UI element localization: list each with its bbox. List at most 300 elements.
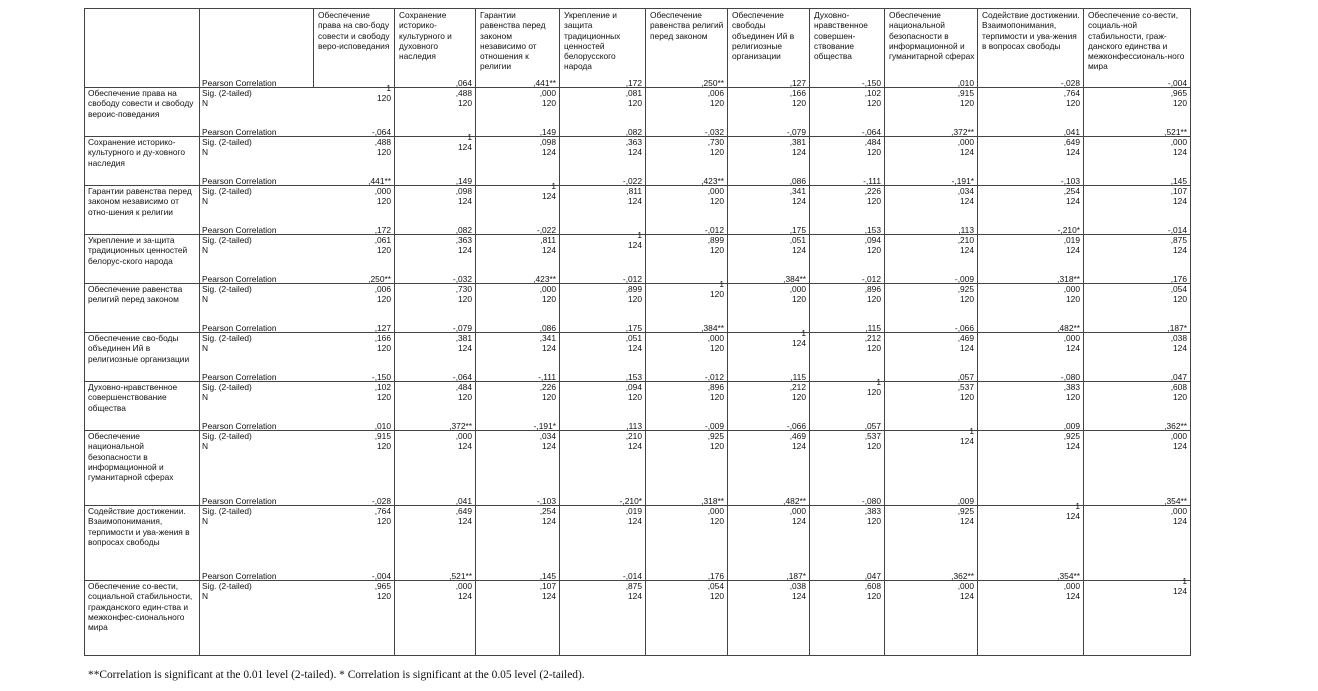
correlation-value: ,153: [864, 224, 881, 235]
sample-size-value: 124: [458, 516, 472, 527]
stat-label: N: [202, 516, 209, 527]
significance-value: ,000: [455, 431, 472, 441]
correlation-value: -,028: [371, 495, 391, 506]
row-header: [85, 333, 200, 382]
significance-value: ,098: [455, 186, 472, 196]
significance-value: ,107: [539, 581, 556, 591]
correlation-value: ,082: [625, 126, 642, 137]
correlation-value: 1: [551, 180, 556, 191]
sample-size-value: 124: [792, 591, 806, 602]
correlation-value: -,191*: [951, 175, 974, 186]
sample-size-value: 124: [542, 441, 556, 452]
sample-size-value: 120: [377, 343, 391, 354]
sample-size-value: 120: [710, 441, 724, 452]
sample-size-value: 120: [710, 196, 724, 207]
correlation-cell: [1084, 495, 1191, 581]
correlation-value: ,057: [957, 371, 974, 382]
significance-value: ,054: [707, 581, 724, 591]
correlation-value: -,079: [452, 322, 472, 333]
sample-size-value: 124: [628, 591, 642, 602]
correlation-value: -,191*: [533, 420, 556, 431]
correlation-cell: [885, 570, 978, 656]
sample-size-value: 124: [960, 196, 974, 207]
significance-value: ,000: [1063, 284, 1080, 294]
sample-size-value: 120: [710, 289, 724, 300]
significance-value: ,000: [707, 333, 724, 343]
significance-value: ,054: [1170, 284, 1187, 294]
significance-value: ,764: [1063, 88, 1080, 98]
sample-size-value: 120: [710, 516, 724, 527]
correlation-value: -,064: [861, 126, 881, 137]
sample-size-value: 120: [1066, 294, 1080, 305]
sample-size-value: 120: [710, 591, 724, 602]
correlation-cell: [314, 495, 395, 581]
sample-size-value: 124: [792, 516, 806, 527]
correlation-cell: [314, 570, 395, 656]
sample-size-value: 124: [542, 191, 556, 202]
significance-value: ,034: [539, 431, 556, 441]
row-header-label: Сохранение историко-культурного и ду-ховного наследия: [88, 137, 186, 168]
sample-size-value: 124: [542, 591, 556, 602]
significance-value: ,899: [707, 235, 724, 245]
stat-label: Pearson Correlation: [202, 175, 277, 186]
sample-size-value: 120: [458, 392, 472, 403]
correlation-value: ,441**: [368, 175, 391, 186]
row-header: [85, 235, 200, 284]
sample-size-value: 124: [1173, 196, 1187, 207]
significance-value: ,000: [1063, 333, 1080, 343]
row-header: [85, 506, 200, 581]
stat-label: Sig. (2-tailed): [202, 235, 252, 245]
sample-size-value: 120: [628, 98, 642, 109]
correlation-cell: [476, 420, 560, 506]
significance-value: ,608: [1170, 382, 1187, 392]
significance-value: ,488: [374, 137, 391, 147]
significance-value: ,107: [1170, 186, 1187, 196]
correlation-value: ,041: [1063, 126, 1080, 137]
sample-size-value: 124: [628, 240, 642, 251]
corner-cell: [85, 9, 200, 88]
footnote: **Correlation is significant at the 0.01 level (2-tailed). * Correlation is significant at the 0.05 level (2-tailed).: [88, 669, 585, 681]
column-header: Гарантии равенства перед законом независимо от отношения к религии: [476, 9, 560, 88]
sample-size-value: 120: [1173, 294, 1187, 305]
correlation-value: ,010: [957, 77, 974, 88]
correlation-cell: [476, 570, 560, 656]
column-header: Обеспечение свободы объединен Ий в религиозные организации: [728, 9, 810, 88]
sample-size-value: 124: [458, 142, 472, 153]
stat-label: N: [202, 245, 209, 256]
correlation-value: ,047: [1170, 371, 1187, 382]
sample-size-value: 124: [1066, 147, 1080, 158]
sample-size-value: 124: [960, 147, 974, 158]
stat-label: N: [202, 294, 209, 305]
sample-size-value: 124: [628, 516, 642, 527]
stat-label: Pearson Correlation: [202, 570, 277, 581]
correlation-value: ,250**: [368, 273, 391, 284]
significance-value: ,811: [540, 235, 556, 245]
sample-size-value: 120: [867, 147, 881, 158]
correlation-cell: [314, 420, 395, 506]
stat-label: Pearson Correlation: [202, 420, 277, 431]
sample-size-value: 120: [377, 294, 391, 305]
correlation-value: -,022: [622, 175, 642, 186]
stat-label: Sig. (2-tailed): [202, 431, 252, 441]
correlation-cell: [646, 570, 728, 656]
sample-size-value: 120: [1173, 98, 1187, 109]
correlation-value: ,115: [865, 322, 881, 333]
correlation-value: 1: [1075, 500, 1080, 511]
correlation-value: -,079: [786, 126, 806, 137]
correlation-value: -,032: [704, 126, 724, 137]
significance-value: ,383: [864, 506, 881, 516]
significance-value: ,381: [455, 333, 472, 343]
correlation-value: ,521**: [449, 570, 472, 581]
significance-value: ,210: [625, 431, 642, 441]
correlation-value: 1: [1182, 575, 1187, 586]
correlation-table: [84, 8, 1191, 656]
correlation-cell: [885, 425, 978, 506]
sample-size-value: 120: [710, 392, 724, 403]
correlation-cell: [810, 322, 885, 382]
sample-size-value: 124: [792, 196, 806, 207]
significance-value: ,899: [625, 284, 642, 294]
significance-value: ,098: [539, 137, 556, 147]
significance-value: ,341: [789, 186, 806, 196]
significance-value: ,051: [789, 235, 806, 245]
significance-value: ,649: [1063, 137, 1080, 147]
correlation-value: -,028: [1060, 77, 1080, 88]
stat-label: N: [202, 392, 209, 403]
significance-value: ,915: [957, 88, 974, 98]
correlation-value: ,113: [626, 420, 642, 431]
correlation-value: ,149: [455, 175, 472, 186]
significance-value: ,537: [957, 382, 974, 392]
sample-size-value: 124: [458, 441, 472, 452]
significance-value: ,608: [864, 581, 881, 591]
correlation-value: 1: [467, 131, 472, 142]
sample-size-value: 124: [792, 338, 806, 349]
correlation-value: ,010: [374, 420, 391, 431]
correlation-value: -,064: [371, 126, 391, 137]
significance-value: ,210: [957, 235, 974, 245]
significance-value: ,254: [1063, 186, 1080, 196]
significance-value: ,484: [864, 137, 881, 147]
row-header-label: Обеспечение национальной безопасности в информационной и гуманитарной сферах: [88, 431, 174, 483]
correlation-cell: [978, 500, 1084, 581]
row-header-label: Духовно-нравственное совершенствование общества: [88, 382, 178, 413]
significance-value: ,896: [707, 382, 724, 392]
sample-size-value: 120: [867, 98, 881, 109]
column-header: Обеспечение равенства религий перед законом: [646, 9, 728, 88]
significance-value: ,000: [957, 137, 974, 147]
correlation-value: -,009: [704, 420, 724, 431]
row-header-label: Обеспечение равенства религий перед законом: [88, 284, 183, 305]
correlation-value: -,103: [1060, 175, 1080, 186]
correlation-cell: [560, 570, 646, 656]
significance-value: ,166: [789, 88, 806, 98]
sample-size-value: 120: [792, 392, 806, 403]
column-header: Содействие достижении. Взаимопонимания, терпимости и ува-жения в вопросах свободы: [978, 9, 1084, 88]
sample-size-value: 120: [867, 591, 881, 602]
stat-label: Sig. (2-tailed): [202, 186, 252, 196]
correlation-value: ,362**: [951, 570, 974, 581]
sample-size-value: 124: [1173, 147, 1187, 158]
significance-value: ,341: [539, 333, 556, 343]
sample-size-value: 124: [1066, 511, 1080, 522]
sample-size-value: 120: [377, 147, 391, 158]
sample-size-value: 124: [1173, 516, 1187, 527]
correlation-value: ,482**: [1057, 322, 1080, 333]
significance-value: ,925: [1063, 431, 1080, 441]
correlation-cell: [885, 371, 978, 431]
sample-size-value: 120: [542, 294, 556, 305]
correlation-cell: [395, 495, 476, 581]
stat-label: N: [202, 98, 209, 109]
correlation-value: 1: [637, 229, 642, 240]
correlation-value: ,372**: [449, 420, 472, 431]
correlation-value: ,064: [455, 77, 472, 88]
correlation-value: ,384**: [701, 322, 724, 333]
correlation-value: -,066: [786, 420, 806, 431]
significance-value: ,000: [789, 284, 806, 294]
correlation-value: -,210*: [619, 495, 642, 506]
correlation-value: ,441**: [533, 77, 556, 88]
sample-size-value: 124: [458, 245, 472, 256]
correlation-value: -,022: [536, 224, 556, 235]
row-header-label: Обеспечение сво-боды объединен Ий в религиозные организации: [88, 333, 190, 364]
stat-label: N: [202, 591, 209, 602]
stat-label: N: [202, 196, 209, 207]
correlation-value: -,009: [954, 273, 974, 284]
correlation-value: -,004: [371, 570, 391, 581]
correlation-value: ,127: [374, 322, 391, 333]
correlation-value: 1: [719, 278, 724, 289]
sample-size-value: 120: [960, 294, 974, 305]
stat-label: N: [202, 343, 209, 354]
stat-label: Pearson Correlation: [202, 322, 277, 333]
correlation-value: ,145: [1170, 175, 1187, 186]
significance-value: ,730: [707, 137, 724, 147]
column-header: Обеспечение права на сво-боду совести и свободу веро-исповедания: [314, 9, 395, 88]
stat-label: Pearson Correlation: [202, 126, 277, 137]
correlation-cell: [728, 273, 810, 333]
correlation-value: ,175: [625, 322, 642, 333]
sample-size-value: 124: [458, 343, 472, 354]
correlation-value: -,066: [954, 322, 974, 333]
correlation-cell: [810, 420, 885, 506]
significance-value: ,363: [455, 235, 472, 245]
sample-size-value: 120: [377, 245, 391, 256]
significance-value: ,000: [707, 186, 724, 196]
correlation-cell: [395, 420, 476, 506]
significance-value: ,102: [864, 88, 881, 98]
row-header-label: Укрепление и за-щита традиционных ценностей белорус-ского народа: [88, 235, 188, 266]
correlation-value: ,482**: [783, 495, 806, 506]
column-header: Обеспечение национальной безопасности в информационной и гуманитарной сферах: [885, 9, 978, 88]
sample-size-value: 124: [1173, 343, 1187, 354]
sample-size-value: 120: [377, 591, 391, 602]
significance-value: ,226: [864, 186, 881, 196]
correlation-cell: [810, 570, 885, 656]
significance-value: ,488: [455, 88, 472, 98]
stat-label: Pearson Correlation: [202, 224, 277, 235]
stat-label: Pearson Correlation: [202, 273, 277, 284]
correlation-value: ,187*: [1167, 322, 1187, 333]
significance-value: ,000: [957, 581, 974, 591]
correlation-value: -,111: [863, 175, 881, 186]
correlation-value: ,250**: [701, 77, 724, 88]
correlation-value: ,127: [789, 77, 806, 88]
row-header: [85, 88, 200, 137]
sample-size-value: 120: [628, 294, 642, 305]
sample-size-value: 120: [867, 245, 881, 256]
sample-size-value: 120: [458, 294, 472, 305]
table-row: [85, 431, 1191, 506]
sample-size-value: 124: [1066, 245, 1080, 256]
significance-value: ,381: [789, 137, 806, 147]
sample-size-value: 124: [960, 343, 974, 354]
sample-size-value: 124: [792, 245, 806, 256]
sample-size-value: 120: [960, 98, 974, 109]
significance-value: ,094: [864, 235, 881, 245]
table-body: [85, 77, 1191, 656]
stat-labels-cell: [200, 495, 314, 581]
correlation-cell: [560, 175, 646, 235]
significance-value: ,019: [625, 506, 642, 516]
row-header-label: Содействие достижении. Взаимопонимания, терпимости и ува-жения в вопросах свободы: [88, 506, 190, 547]
table-row: [85, 506, 1191, 581]
correlation-value: ,354**: [1164, 495, 1187, 506]
stat-label: Sig. (2-tailed): [202, 333, 252, 343]
significance-value: ,061: [374, 235, 391, 245]
correlation-value: -,080: [1060, 371, 1080, 382]
significance-value: ,875: [625, 581, 642, 591]
correlation-value: ,362**: [1164, 420, 1187, 431]
stat-label: Sig. (2-tailed): [202, 137, 252, 147]
significance-value: ,764: [374, 506, 391, 516]
sample-size-value: 120: [377, 196, 391, 207]
correlation-value: ,354**: [1057, 570, 1080, 581]
correlation-value: ,057: [864, 420, 881, 431]
significance-value: ,537: [864, 431, 881, 441]
correlation-value: ,145: [539, 570, 556, 581]
significance-value: ,000: [1170, 431, 1187, 441]
sample-size-value: 124: [1173, 586, 1187, 597]
correlation-value: -,210*: [1057, 224, 1080, 235]
significance-value: ,212: [789, 382, 806, 392]
correlation-value: ,172: [374, 224, 391, 235]
significance-value: ,000: [1063, 581, 1080, 591]
correlation-value: -,032: [452, 273, 472, 284]
significance-value: ,469: [957, 333, 974, 343]
significance-value: ,212: [864, 333, 881, 343]
significance-value: ,038: [789, 581, 806, 591]
significance-value: ,038: [1170, 333, 1187, 343]
correlation-cell: [810, 495, 885, 581]
significance-value: ,363: [625, 137, 642, 147]
correlation-cell: [646, 224, 728, 284]
significance-value: ,166: [374, 333, 391, 343]
correlation-value: 1: [386, 82, 391, 93]
sample-size-value: 124: [792, 441, 806, 452]
correlation-value: ,149: [539, 126, 556, 137]
correlation-cell: [728, 420, 810, 506]
correlation-cell: [646, 495, 728, 581]
correlation-cell: [560, 495, 646, 581]
correlation-value: ,318**: [1057, 273, 1080, 284]
sample-size-value: 120: [542, 392, 556, 403]
row-header: [85, 382, 200, 431]
correlation-value: -,012: [704, 224, 724, 235]
correlation-value: -,111: [538, 371, 556, 382]
significance-value: ,094: [625, 382, 642, 392]
significance-value: ,875: [1170, 235, 1187, 245]
correlation-cell: [395, 77, 476, 137]
row-header: [85, 284, 200, 333]
sample-size-value: 120: [792, 98, 806, 109]
correlation-cell: [885, 495, 978, 581]
correlation-value: ,384**: [783, 273, 806, 284]
sample-size-value: 124: [1066, 343, 1080, 354]
correlation-value: ,423**: [533, 273, 556, 284]
sample-size-value: 124: [1066, 591, 1080, 602]
stat-labels-cell: [200, 570, 314, 656]
correlation-value: -,064: [452, 371, 472, 382]
significance-value: ,000: [539, 284, 556, 294]
correlation-value: -,150: [861, 77, 881, 88]
correlation-cell: [728, 495, 810, 581]
column-header: Духовно-нравственное совершен-ствование общества: [810, 9, 885, 88]
sample-size-value: 120: [710, 343, 724, 354]
significance-value: ,484: [455, 382, 472, 392]
stat-label: Pearson Correlation: [202, 495, 277, 506]
correlation-value: ,176: [707, 570, 724, 581]
corner-cell-stats: [200, 9, 314, 88]
sample-size-value: 124: [960, 516, 974, 527]
correlation-value: ,086: [539, 322, 556, 333]
sample-size-value: 120: [542, 98, 556, 109]
correlation-cell: [646, 420, 728, 506]
stat-label: Sig. (2-tailed): [202, 506, 252, 516]
stat-label: Pearson Correlation: [202, 371, 277, 382]
sample-size-value: 124: [542, 245, 556, 256]
correlation-cell: [1084, 420, 1191, 506]
significance-value: ,006: [374, 284, 391, 294]
sample-size-value: 124: [628, 343, 642, 354]
correlation-value: ,318**: [701, 495, 724, 506]
stat-labels-cell: [200, 420, 314, 506]
table-row: [85, 581, 1191, 656]
correlation-cell: [560, 420, 646, 506]
significance-value: ,965: [374, 581, 391, 591]
column-header: Обеспечение со-вести, социаль-ной стабильности, граж-данского единства и межконфессиональ-ного мира: [1084, 9, 1191, 88]
correlation-value: -,012: [622, 273, 642, 284]
significance-value: ,965: [1170, 88, 1187, 98]
significance-value: ,383: [1063, 382, 1080, 392]
correlation-value: -,012: [861, 273, 881, 284]
sample-size-value: 124: [792, 147, 806, 158]
significance-value: ,254: [539, 506, 556, 516]
row-header: [85, 431, 200, 506]
sample-size-value: 124: [542, 516, 556, 527]
correlation-value: 1: [801, 327, 806, 338]
sample-size-value: 124: [1173, 245, 1187, 256]
correlation-value: -,004: [1167, 77, 1187, 88]
sample-size-value: 120: [458, 98, 472, 109]
sample-size-value: 124: [960, 245, 974, 256]
row-header-label: Обеспечение права на свободу совести и свободу вероис-поведания: [88, 88, 194, 119]
sample-size-value: 124: [960, 591, 974, 602]
